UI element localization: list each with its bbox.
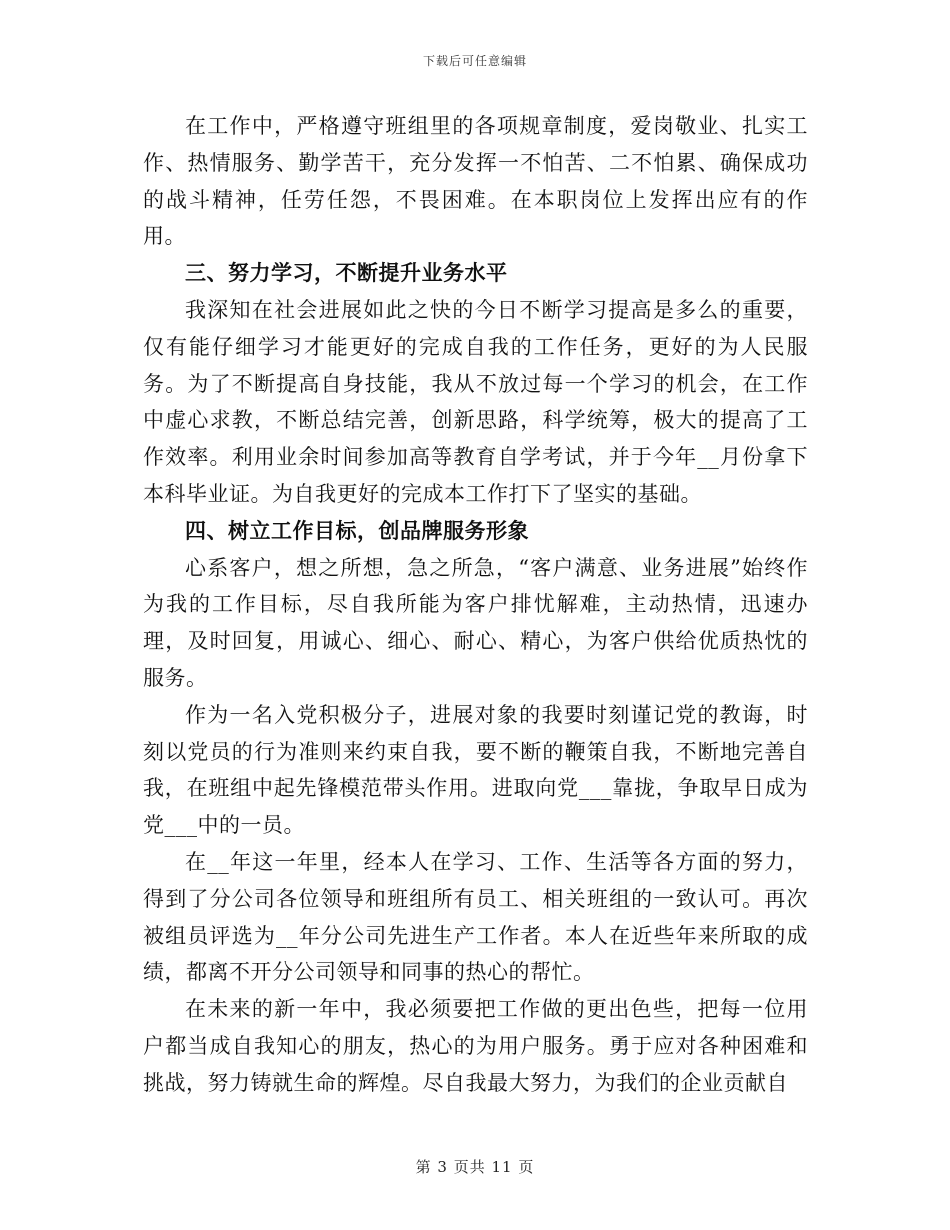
paragraph-party-activist: 作为一名入党积极分子，进展对象的我要时刻谨记党的教诲，时刻以党员的行为准则来约束自我，要不断的鞭策自我，不断地完善自我，在班组中起先锋模范带头作用。进取向党___靠拢，争取早日成为党___中的一员。	[143, 702, 808, 838]
paragraph-study: 我深知在社会进展如此之快的今日不断学习提高是多么的重要，仅有能仔细学习才能更好的完成自我的工作任务，更好的为人民服务。为了不断提高自身技能，我从不放过每一个学习的机会，在工作中虚心求教，不断总结完善，创新思路，科学统筹，极大的提高了工作效率。利用业余时间参加高等教育自学考试，并于今年__月份拿下本科毕业证。为自我更好的完成本工作打下了坚实的基础。	[143, 297, 808, 506]
section-heading-study: 三、努力学习，不断提升业务水平	[185, 260, 508, 286]
section-heading-service-goal: 四、树立工作目标，创品牌服务形象	[185, 517, 529, 543]
paragraph-future-plan: 在未来的新一年中，我必须要把工作做的更出色些，把每一位用户都当成自我知心的朋友，热心的为用户服务。勇于应对各种困难和挑战，努力铸就生命的辉煌。尽自我最大努力，为我们的企业贡献自	[143, 997, 808, 1095]
paragraph-year-summary: 在__年这一年里，经本人在学习、工作、生活等各方面的努力，得到了分公司各位领导和班组所有员工、相关班组的一致认可。再次被组员评选为__年分公司先进生产工作者。本人在近些年来所取的成绩，都离不开分公司领导和同事的热心的帮忙。	[143, 849, 808, 985]
page-number: 第 3 页共 11 页	[415, 1158, 535, 1176]
paragraph-customer-service: 心系客户，想之所想，急之所急，“客户满意、业务进展”始终作为我的工作目标，尽自我所能为客户排忧解难，主动热情，迅速办理，及时回复，用诚心、细心、耐心、精心，为客户供给优质热忱的服务。	[143, 555, 808, 690]
paragraph-work-discipline: 在工作中，严格遵守班组里的各项规章制度，爱岗敬业、扎实工作、热情服务、勤学苦干，充分发挥一不怕苦、二不怕累、确保成功的战斗精神，任劳任怨，不畏困难。在本职岗位上发挥出应有的作用。	[143, 114, 808, 249]
page-header: 下载后可任意编辑	[422, 54, 527, 68]
document-body	[143, 108, 808, 1102]
